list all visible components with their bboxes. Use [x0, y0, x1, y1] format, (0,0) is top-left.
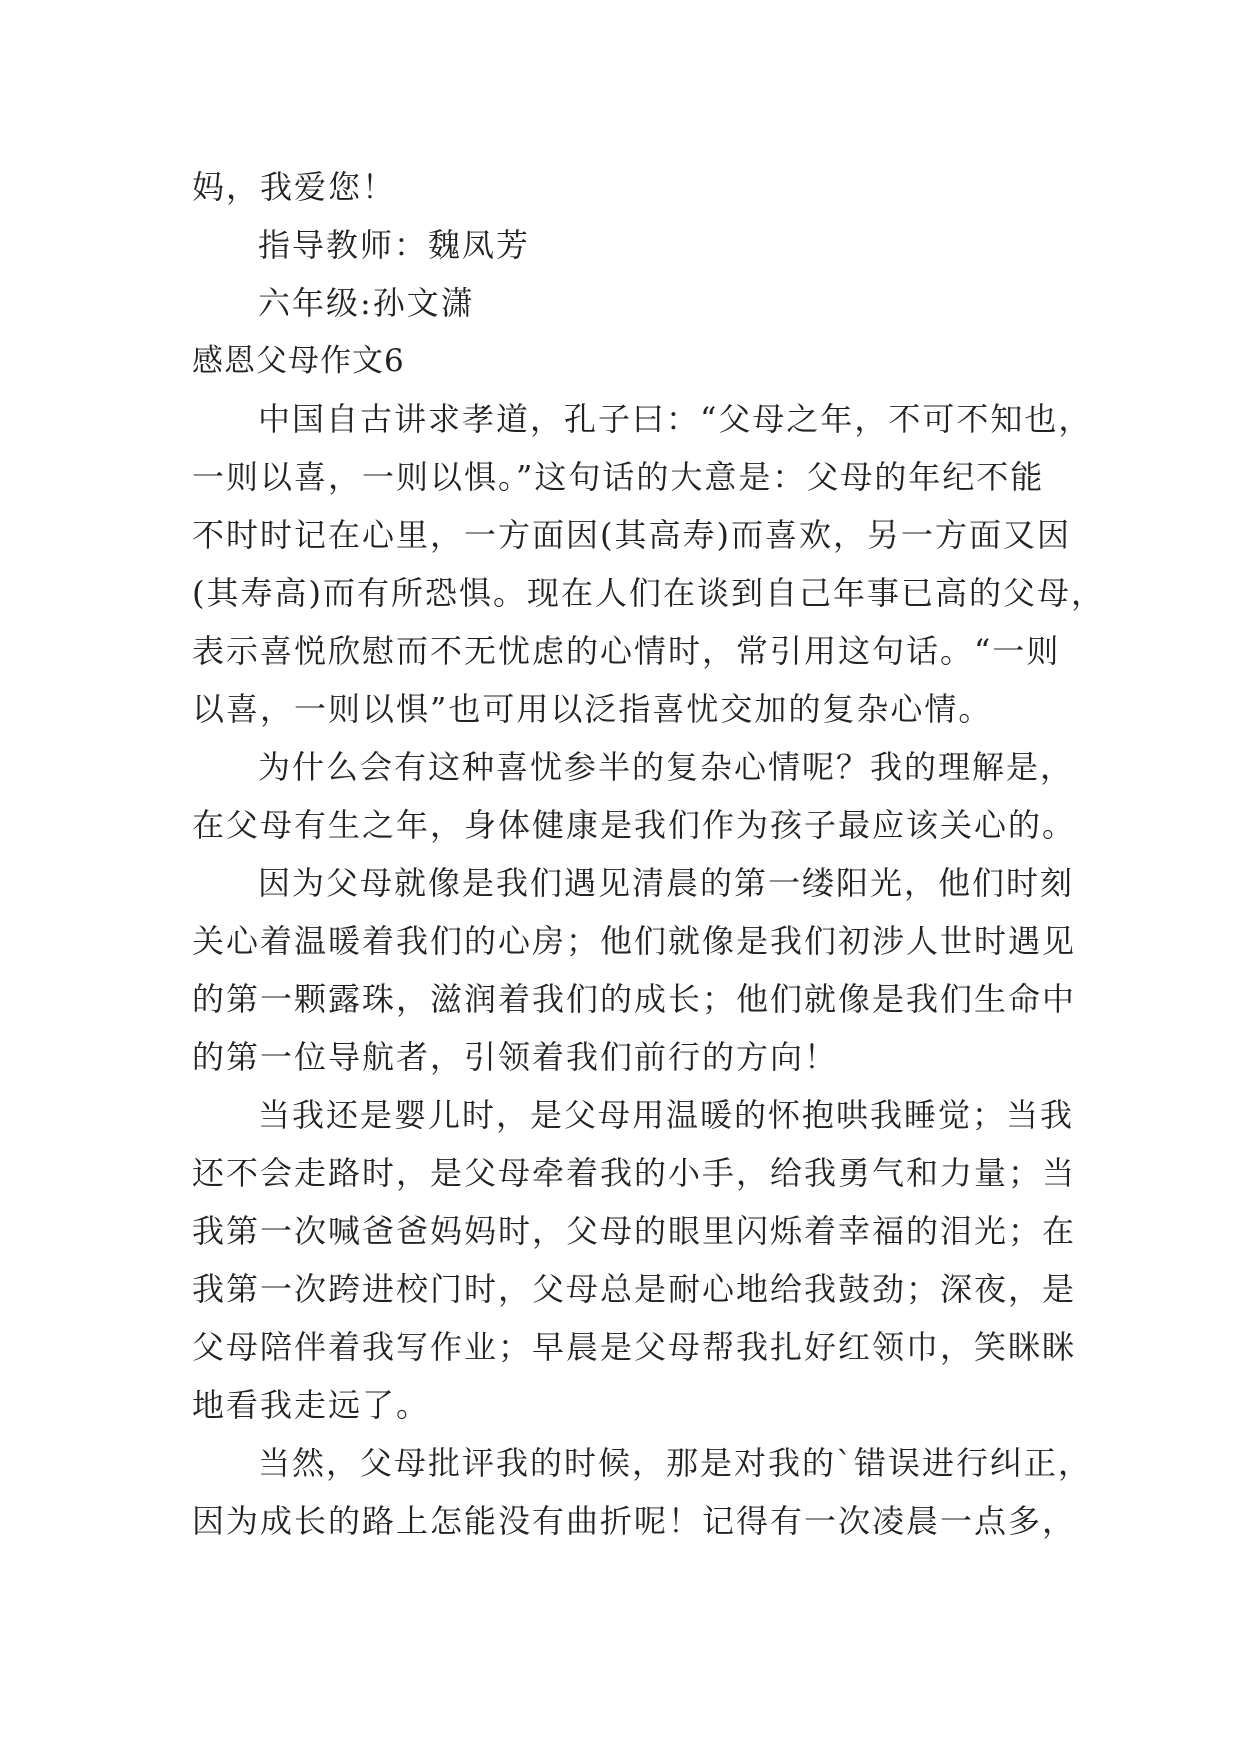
text-line: 以喜，一则以惧”也可用以泛指喜忧交加的复杂心情。	[192, 690, 993, 728]
text-line: (其寿高)而有所恐惧。现在人们在谈到自己年事已高的父母，	[192, 574, 1105, 612]
text-line: 关心着温暖着我们的心房；他们就像是我们初涉人世时遇见	[192, 922, 1077, 960]
text-line: 中国自古讲求孝道，孔子曰：“父母之年，不可不知也，	[258, 400, 1093, 438]
text-line: 不时时记在心里，一方面因(其高寿)而喜欢，另一方面又因	[192, 516, 1071, 554]
document-page	[192, 158, 1105, 1550]
text-line: 父母陪伴着我写作业；早晨是父母帮我扎好红领巾，笑眯眯	[192, 1328, 1077, 1366]
essay-title: 感恩父母作文6	[192, 343, 405, 379]
text-line: 我第一次喊爸爸妈妈时，父母的眼里闪烁着幸福的泪光；在	[192, 1212, 1077, 1250]
text-line: 的第一颗露珠，滋润着我们的成长；他们就像是我们生命中	[192, 980, 1077, 1018]
text-line: 我第一次跨进校门时，父母总是耐心地给我鼓劲；深夜，是	[192, 1270, 1077, 1308]
text-line: 为什么会有这种喜忧参半的复杂心情呢？我的理解是，	[258, 748, 1075, 786]
text-line: 因为父母就像是我们遇见清晨的第一缕阳光，他们时刻	[258, 864, 1075, 902]
text-line: 的第一位导航者，引领着我们前行的方向！	[192, 1038, 839, 1076]
student-credit: 六年级:孙文潇	[258, 284, 475, 322]
text-line: 地看我走远了。	[192, 1386, 431, 1424]
text-line: 当我还是婴儿时，是父母用温暖的怀抱哄我睡觉；当我	[258, 1096, 1075, 1134]
text-line: 妈，我爱您！	[192, 168, 397, 206]
text-line: 还不会走路时，是父母牵着我的小手，给我勇气和力量；当	[192, 1154, 1077, 1192]
text-line: 在父母有生之年，身体健康是我们作为孩子最应该关心的。	[192, 806, 1077, 844]
text-line: 因为成长的路上怎能没有曲折呢！记得有一次凌晨一点多，	[192, 1502, 1077, 1540]
text-line: 表示喜悦欣慰而不无忧虑的心情时，常引用这句话。“一则	[192, 632, 1061, 670]
text-line: 一则以喜，一则以惧。”这句话的大意是：父母的年纪不能	[192, 458, 1045, 496]
text-line: 当然，父母批评我的时候，那是对我的`错误进行纠正，	[258, 1444, 1093, 1482]
teacher-credit: 指导教师：魏凤芳	[258, 226, 531, 264]
